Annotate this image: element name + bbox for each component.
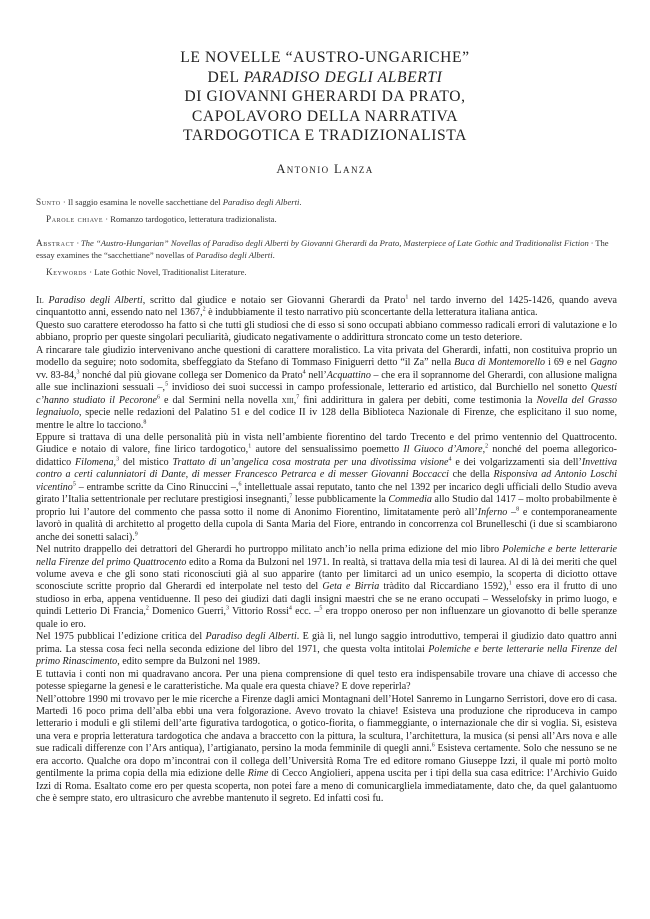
footnote-ref: 3 [226,605,230,612]
footnote-ref: 6 [431,742,435,749]
body-paragraph [36,694,617,806]
footnote-ref: 9 [134,531,138,538]
footnote-ref: 8 [143,419,147,426]
body-text-run: A rincarare tale giudizio intervenivano anche questioni di carattere moralistico. La vita privata del Gherardi, infatti, non costituiva proprio un modello da seguire; noto sodomita, sbeffeggiato da Stefano di Tommaso Finiguerri detto “il Za” nella [36,344,617,369]
footnote-ref: 4 [288,605,292,612]
parole-chiave [46,213,626,225]
parole-label: Parole chiave [46,214,104,224]
body-text-run: i 69 e nel [545,357,590,369]
body-text-run: – [507,506,517,518]
body-text-run: e dal Sermini nella novella [160,394,282,406]
body-paragraph [36,345,617,432]
body-text-run: finì addirittura in galera per debiti, come testimonia la [299,394,537,406]
body-text-run: invidioso dei suoi successi in campo professionale, letterario ed artistico, dal Burchiello nel sonetto [168,382,591,394]
footnote-ref: 4 [302,369,306,376]
footnote-ref: 1 [405,294,409,301]
body-text-run: nonché del poema allegorico-didattico [36,444,617,468]
footnote-ref: 2 [485,444,489,451]
abstract-text-2: The essay examines the “sacchettiane” novellas of [36,238,609,260]
body-text-run: ecc. – [291,606,320,618]
body-text-run: che della [448,469,494,481]
body-text-run: lesse pubblicamente la [292,494,389,506]
abstract-label: Abstract [36,238,75,248]
italic-text: Acquattino [326,369,371,381]
italic-text: Novella del Grasso legnaiuolo [36,394,617,419]
body-text-run: Eppure si trattava di una delle personalità più in vista nell’ambiente fiorentino del tardo Trecento e del primo ventennio del Quattrocento. Giudice e notaio di valore, fine lirico tardogotico, [36,431,617,456]
body-text-run: – che era il soprannome del Gherardi, con allusione maligna alle sue inclinazioni sessuali –, [36,369,617,394]
article-title [0,48,650,146]
italic-text: Polemiche e berte letterarie nella Firenze del primo Quattrocento [36,544,617,568]
italic-text: Invettiva contro a certi calunniatori di Dante, di messer Francesco Petrarca e di messer Giovanni Boccacci [36,456,617,481]
footnote-ref: 2 [145,605,149,612]
italic-text: Paradiso degli Alberti [205,631,297,643]
italic-text: Commedia [388,494,432,506]
title-line-4: CAPOLAVORO DELLA NARRATIVA [191,107,459,125]
body-text-run: . E già lì, nel lungo saggio introduttivo, temperai il giudizio dato quattro anni prima. La stessa cosa feci nella seconda edizione del libro del 1971, che questa volta intitolai [36,631,617,655]
body-text-run: nonché dal più giovane collega ser Domenico da Prato [79,369,303,381]
italic-text: Polemiche e berte letterarie nella Firenze del primo Rinascimento [36,643,617,668]
body-text-run: Nell’ottobre 1990 mi trovavo per le mie ricerche a Firenze dagli amici Montagnani dell’Hotel Sanremo in Lungarno Serristori, dove ero di casa. Martedì 16 poco prima dell’alba ebbi una vera folgorazione. Avevo trovato la chiave! Esisteva una produzione che riproduceva in campo letterario i moduli e gli stilemi dell’arte figurativa tardogotica, o gotico-fiorita, o fiammeggiante, o internazionale che dir si voglia. Sì, esisteva una vera e propria letteratura tardogotica che andava a braccetto con la pittura, la scultura, l’architettura, la musica (si pensi all’Ars nova e alle sue radicali differenze con l’Ars antiqua), l’artigianato, persino la moda femminile di quegli anni. [36,693,617,755]
body-text-run: Domenico Guerri, [148,606,227,618]
italic-text: Risponsiva ad Antonio Loschi vicentino [36,469,617,493]
sunto-text: · Il saggio esamina le novelle sacchettiane del [60,197,223,207]
italic-text: Trattato di un’angelica cosa mostrata per una divotissima visione [172,456,449,468]
body-text-run: e dei volgarizzamenti sia dell’ [451,456,582,468]
body-text-run: , scritto dal giudice e notaio ser Giovanni Gherardi da Prato [142,295,406,306]
body-text-run: nel tardo inverno del 1425-1426, quando aveva cinquantotto anni, essendo nato nel 1367, [36,295,617,319]
footnote-ref: 3 [76,369,80,376]
body-paragraph [36,631,617,668]
body-text-run: , edito sempre da Bulzoni nel 1989. [117,656,261,668]
body-paragraph [36,544,617,631]
title-line-2-prefix: DEL [207,68,244,86]
body-text-run: , [293,394,297,406]
sunto-end: . [299,197,302,207]
body-text-run: – entrambe scritte da Cino Rinuccini –, [75,481,239,493]
italic-text: Geta e Birria [322,581,380,593]
footnote-ref: 1 [248,444,252,451]
italic-text: Gagno [589,357,618,369]
body-paragraph [36,295,617,320]
footnote-ref: 3 [116,456,120,463]
article-body [36,295,617,806]
body-text-run: vv. 83-84, [36,369,77,381]
title-line-3: DI GIOVANNI GHERARDI DA PRATO, [184,88,466,105]
sunto [36,196,616,208]
title-line-2 [0,68,650,88]
body-text-run: Nel nutrito drappello dei detrattori del Gherardi ho purtroppo militato anch’io nella prima edizione del mio libro [36,544,503,556]
footnote-ref: 5 [319,605,323,612]
body-text-run: , specie nelle redazioni del Palatino 51 e del codice II iv 128 della Biblioteca Nazionale di Firenze, che esplicitano il suo nome, mentre le altre lo tacciono. [36,407,617,431]
body-text-run: intellettuale assai reputato, tanto che nel 1392 per incarico degli ufficiali dello Studio aveva girato l’Italia settentrionale per reclutare prestigiosi insegnanti, [36,481,618,506]
body-text-run: nell’ [305,369,327,381]
italic-text: Buca di Montemorello [454,357,546,369]
body-text-run: e contemporaneamente lavorò in qualità di architetto al progetto della cupola di Santa Maria del Fiore, entrando in concorrenza col Brunelleschi (i due si scambiarono anche dei sonetti salaci). [36,506,617,543]
sunto-italic: Paradiso degli Alberti [222,197,300,207]
keywords-text: · Late Gothic Novel, Traditionalist Literature. [87,267,247,277]
footnote-ref: 2 [202,307,206,314]
body-paragraph [36,432,617,544]
body-text-run: Nel 1975 pubblicai l’edizione critica del [36,631,206,643]
body-text-run: tràdito dal Riccardiano 1592), [379,581,509,593]
italic-text: Paradiso degli Alberti [48,295,143,306]
abstract [36,237,616,261]
body-text-run: autore del sensualissimo poemetto [251,444,404,456]
abstract-italic: Paradiso degli Alberti [195,250,273,260]
body-text-run: Esisteva certamente. Solo che nessuno se ne era accorto. Qualche ora dopo m’incontrai con il collega dell’Università Roma Tre ed editore romano Giuseppe Izzi, il quale mi portò molto gentilmente la prima copia della mia edizione delle [36,743,617,780]
body-text-run: del mistico [119,456,173,468]
abstract-end: . [272,250,275,260]
sunto-label: Sunto [36,197,61,207]
italic-text: Rime [247,768,269,780]
italic-text: Questi c’hanno studiato il Pecorone [36,382,617,406]
parole-text: · Romanzo tardogotico, letteratura tradizionalista. [103,214,277,224]
paragraph-lead: Il [36,295,44,306]
body-text-run: edito a Roma da Bulzoni nel 1971. In realtà, si trattava della mia tesi di laurea. Al di là dei meriti che quel volume aveva e che gli sono stati riconosciuti già al suo apparire (tanto per limitarci ad un unico esempio, la scoperta di diciotto ottave sconosciute scritte proprio dal Gherardi ed interpolate nel testo del [36,556,617,593]
abstract-text-1: · The “Austro-Hungarian” Novellas of Paradiso degli Alberti by Giovanni Gherardi da Prato, Masterpiece of Late Gothic and Traditionalist Fiction · [74,238,596,248]
footnote-ref: 8 [516,506,520,513]
body-text-run: , [113,456,117,468]
body-text-run: Questo suo carattere eterodosso ha fatto sì che tutti gli studiosi che di esso si sono occupati abbiano commesso radicali errori di valutazione e lo abbiano, proprio per queste singolari peculiarità, giudicato negativamente o addirittura stroncato come un testo deteriore. [36,319,617,344]
footnote-ref: 5 [72,481,76,488]
body-text-run: è indubbiamente il testo narrativo più sconcertante della letteratura italiana antica. [205,307,538,319]
footnote-ref: 1 [508,581,512,588]
body-text-run: E tuttavia i conti non mi quadravano ancora. Per una piena comprensione di quel testo era indispensabile trovare una chiave di accesso che potesse spiegarne la genesi e le caratteristiche. Ma quale era questa chiave? E dove reperirla? [36,668,617,693]
body-text-run: Vittorio Rossi [229,606,289,618]
body-paragraph [36,669,617,694]
body-paragraph [36,320,617,345]
author-name: Antonio Lanza [276,162,374,176]
footnote-ref: 5 [165,381,169,388]
italic-text: Filomena [75,456,114,468]
body-text-run: di Cecco Angiolieri, appena uscita per i tipi della sua casa editrice: l’Archivio Guido Izzi di Roma. Esaltato come ero per questa scoperta, non potei fare a meno di comunicargliela immediatamente, dato che, da quel galantuomo che è sempre stato, ero ultrasicuro che avrebbe mantenuto il segreto. Ed infatti così fu. [36,768,617,805]
small-caps-text: xiii [281,394,294,406]
footnote-ref: 6 [238,481,242,488]
footnote-ref: 7 [296,394,300,401]
footnote-ref: 4 [448,456,452,463]
body-text-run: esso era il frutto di uno studioso in erba, appena ventiduenne. Il peso dei giudizi dati dagli insigni maestri che se ne erano occupati – Wesselofsky in primo luogo, e quindi Letterio Di Francia, [36,581,617,618]
body-text-run: era troppo oneroso per non influenzare un giovanotto di belle speranze quale io ero. [36,606,617,630]
body-text-run: , [482,444,486,456]
title-line-5: TARDOGOTICA E TRADIZIONALISTA [182,127,467,144]
footnote-ref: 7 [289,493,293,500]
italic-text: Il Giuoco d’Amore [403,444,483,456]
body-text-run: allo Studio dal 1417 – molto probabilmente è proprio lui l’autore del commento che passa sotto il nome di Anonimo Fiorentino, limitatamente però all’ [36,494,617,518]
title-line-1: LE NOVELLE “AUSTRO-UNGARICHE” [180,49,470,66]
title-line-2-italic: PARADISO DEGLI ALBERTI [243,68,443,86]
keywords [46,266,626,278]
footnote-ref: 6 [157,394,160,401]
italic-text: Inferno [477,506,508,518]
keywords-label: Keywords [46,267,88,277]
